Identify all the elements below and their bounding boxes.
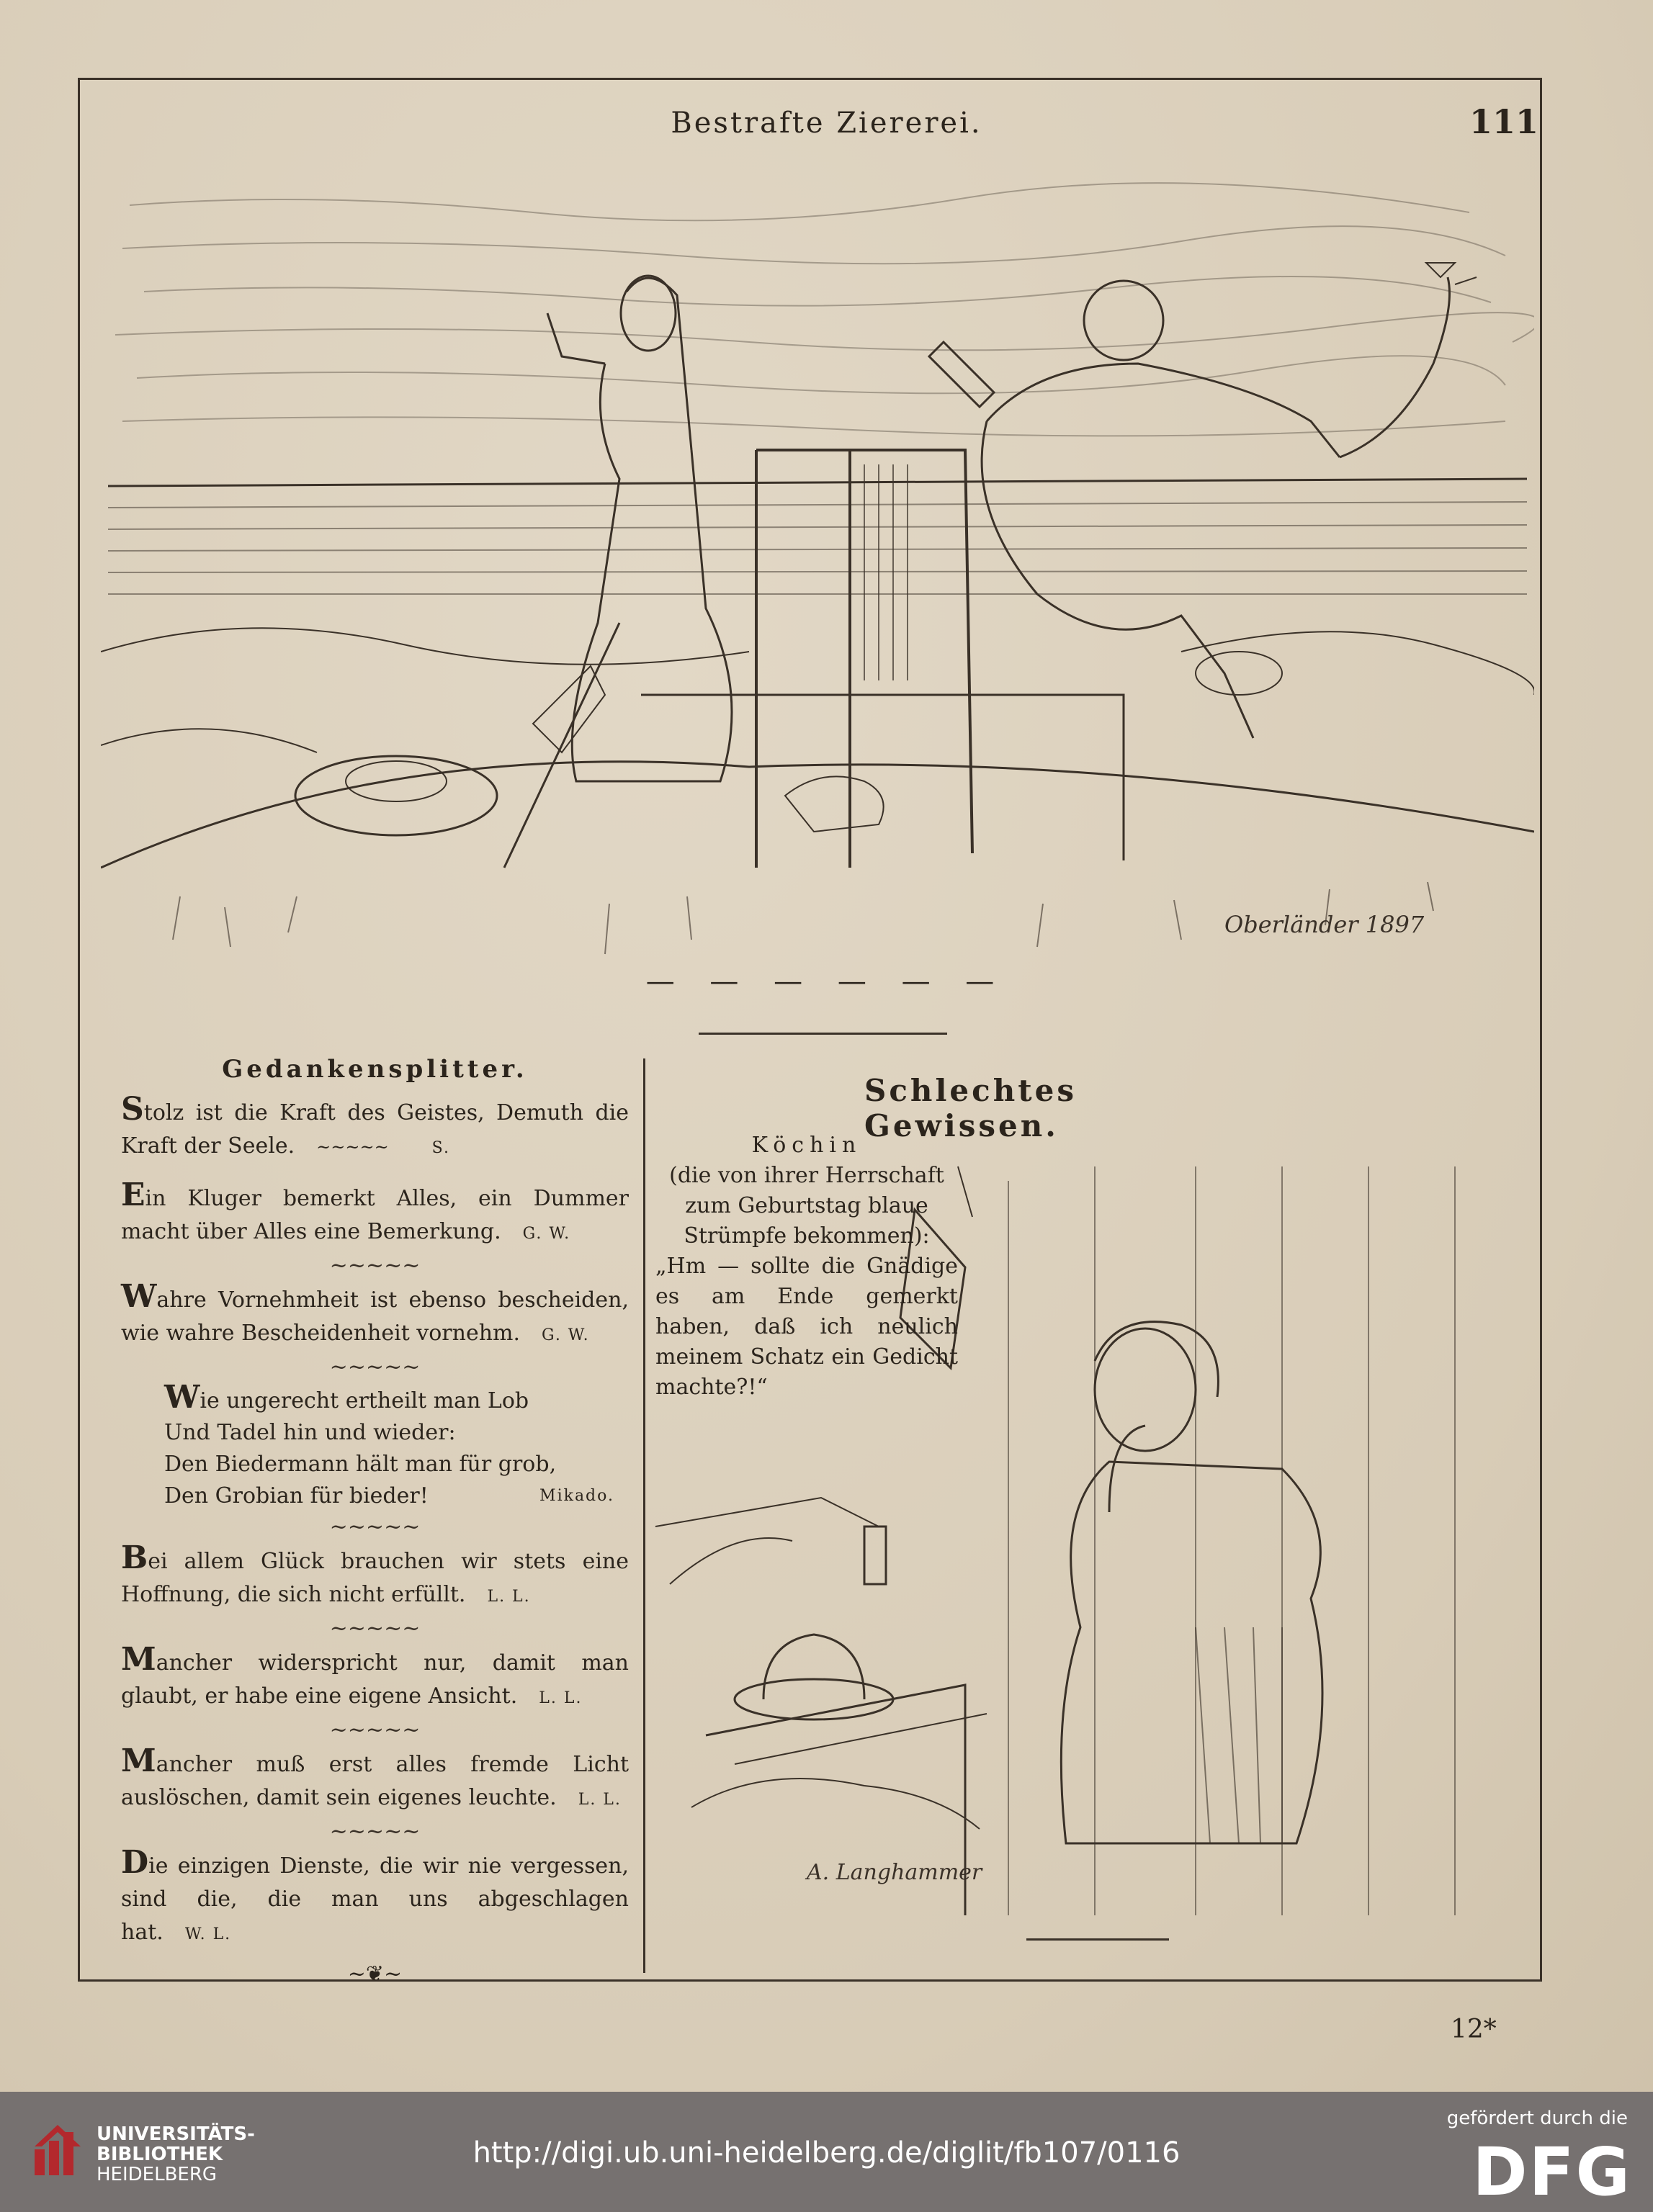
top-illustration xyxy=(101,148,1534,976)
aphorism-text: ei allem Glück brauchen wir stets eine Hoffnung, die sich nicht erfüllt. xyxy=(121,1549,629,1607)
aphorism-signature: G. W. xyxy=(522,1225,571,1243)
caption-speaker: Köchin xyxy=(751,1133,862,1158)
caption-stage-direction: (die von ihrer Herrschaft zum Geburtstag blaue Strümpfe bekommen): xyxy=(669,1163,944,1249)
aphorism xyxy=(121,1278,629,1352)
section-rule xyxy=(699,1033,947,1035)
dropcap: W xyxy=(164,1379,200,1416)
permalink-url[interactable]: http://digi.ub.uni-heidelberg.de/diglit/fb107/0116 xyxy=(472,2136,1181,2170)
tilde-ornament: ~~~~~ xyxy=(329,1514,421,1539)
library-line: UNIVERSITÄTS- xyxy=(97,2123,255,2145)
artist-signature-kitchen: A. Langhammer xyxy=(807,1860,982,1885)
aphorism-signature: L. L. xyxy=(539,1689,583,1707)
library-line: HEIDELBERG xyxy=(97,2164,218,2185)
footer-bar xyxy=(0,2092,1653,2212)
aphorism xyxy=(121,1539,629,1614)
end-rule xyxy=(1026,1938,1169,1941)
aphorism xyxy=(121,1844,629,1951)
poem-line: Den Grobian für bieder! Mikado. xyxy=(164,1480,629,1512)
poem xyxy=(164,1379,629,1512)
dfg-logo[interactable]: DFG xyxy=(1472,2134,1631,2211)
tilde-ornament: ~~~~~ xyxy=(316,1137,389,1157)
page-number: 111 xyxy=(1469,102,1539,141)
tilde-ornament: ~~~~~ xyxy=(329,1354,421,1380)
dropcap: M xyxy=(121,1641,156,1678)
poem-line: Und Tadel hin und wieder: xyxy=(164,1420,456,1445)
poem-line: Wie ungerecht ertheilt man Lob xyxy=(164,1379,529,1416)
aphorism-text: ie einzigen Dienste, die wir nie vergessen, sind die, die man uns abgeschlagen hat. xyxy=(121,1853,629,1945)
poem-signature: Mikado. xyxy=(539,1487,614,1505)
tilde-ornament: ~~~~~ xyxy=(329,1717,421,1743)
aphorism-text: ancher muß erst alles fremde Licht auslöschen, damit sein eigenes leuchte. xyxy=(121,1752,629,1810)
column-divider xyxy=(643,1058,645,1973)
dropcap: W xyxy=(121,1278,157,1315)
left-column xyxy=(121,1055,629,1987)
dropcap: B xyxy=(121,1539,148,1576)
poem-line: Den Biedermann hält man für grob, xyxy=(164,1452,557,1477)
library-line: BIBLIOTHEK xyxy=(97,2144,223,2165)
dropcap: D xyxy=(121,1844,149,1881)
aphorism xyxy=(121,1743,629,1817)
aphorism-signature: G. W. xyxy=(542,1326,590,1344)
dropcap: M xyxy=(121,1743,156,1779)
aphorism-signature: W. L. xyxy=(184,1925,232,1943)
aphorism-signature: L. L. xyxy=(487,1588,531,1606)
dropcap: E xyxy=(121,1177,145,1213)
running-title: Bestrafte Ziererei. xyxy=(671,107,982,140)
aphorism xyxy=(121,1091,629,1165)
aphorism-text: tolz ist die Kraft des Geistes, Demuth die Kraft der Seele. xyxy=(121,1100,629,1159)
printer-signature-mark: 12* xyxy=(1451,2015,1497,2044)
separator-dashes: — — — — — — xyxy=(645,965,1008,998)
cartoon-caption xyxy=(655,1130,958,1403)
cartoon-title: Schlechtes Gewissen. xyxy=(864,1073,1077,1143)
tilde-ornament: ~~~~~ xyxy=(329,1819,421,1844)
aphorism-signature: S. xyxy=(431,1139,450,1157)
aphorism-text: in Kluger bemerkt Alles, ein Dummer macht über Alles eine Bemerkung. xyxy=(121,1186,629,1244)
funded-by-label: gefördert durch die xyxy=(1446,2108,1628,2129)
column-heading: Gedankensplitter. xyxy=(222,1055,528,1084)
artist-signature-top: Oberländer 1897 xyxy=(1224,911,1425,938)
end-ornament: ~❦~ xyxy=(347,1961,403,1987)
caption-quote: „Hm — sollte die Gnädige es am Ende gemerkt haben, daß ich neulich meinem Schatz ein Gedicht machte?!“ xyxy=(655,1254,958,1400)
aphorism xyxy=(121,1177,629,1251)
aphorism-signature: L. L. xyxy=(578,1791,622,1809)
tilde-ornament: ~~~~~ xyxy=(329,1616,421,1641)
dropcap: S xyxy=(121,1091,144,1128)
aphorism xyxy=(121,1641,629,1715)
aphorism-text: ancher widerspricht nur, damit man glaubt, er habe eine eigene Ansicht. xyxy=(121,1650,629,1709)
aphorism-text: ahre Vornehmheit ist ebenso bescheiden, wie wahre Bescheidenheit vornehm. xyxy=(121,1287,629,1346)
tilde-ornament: ~~~~~ xyxy=(329,1253,421,1278)
